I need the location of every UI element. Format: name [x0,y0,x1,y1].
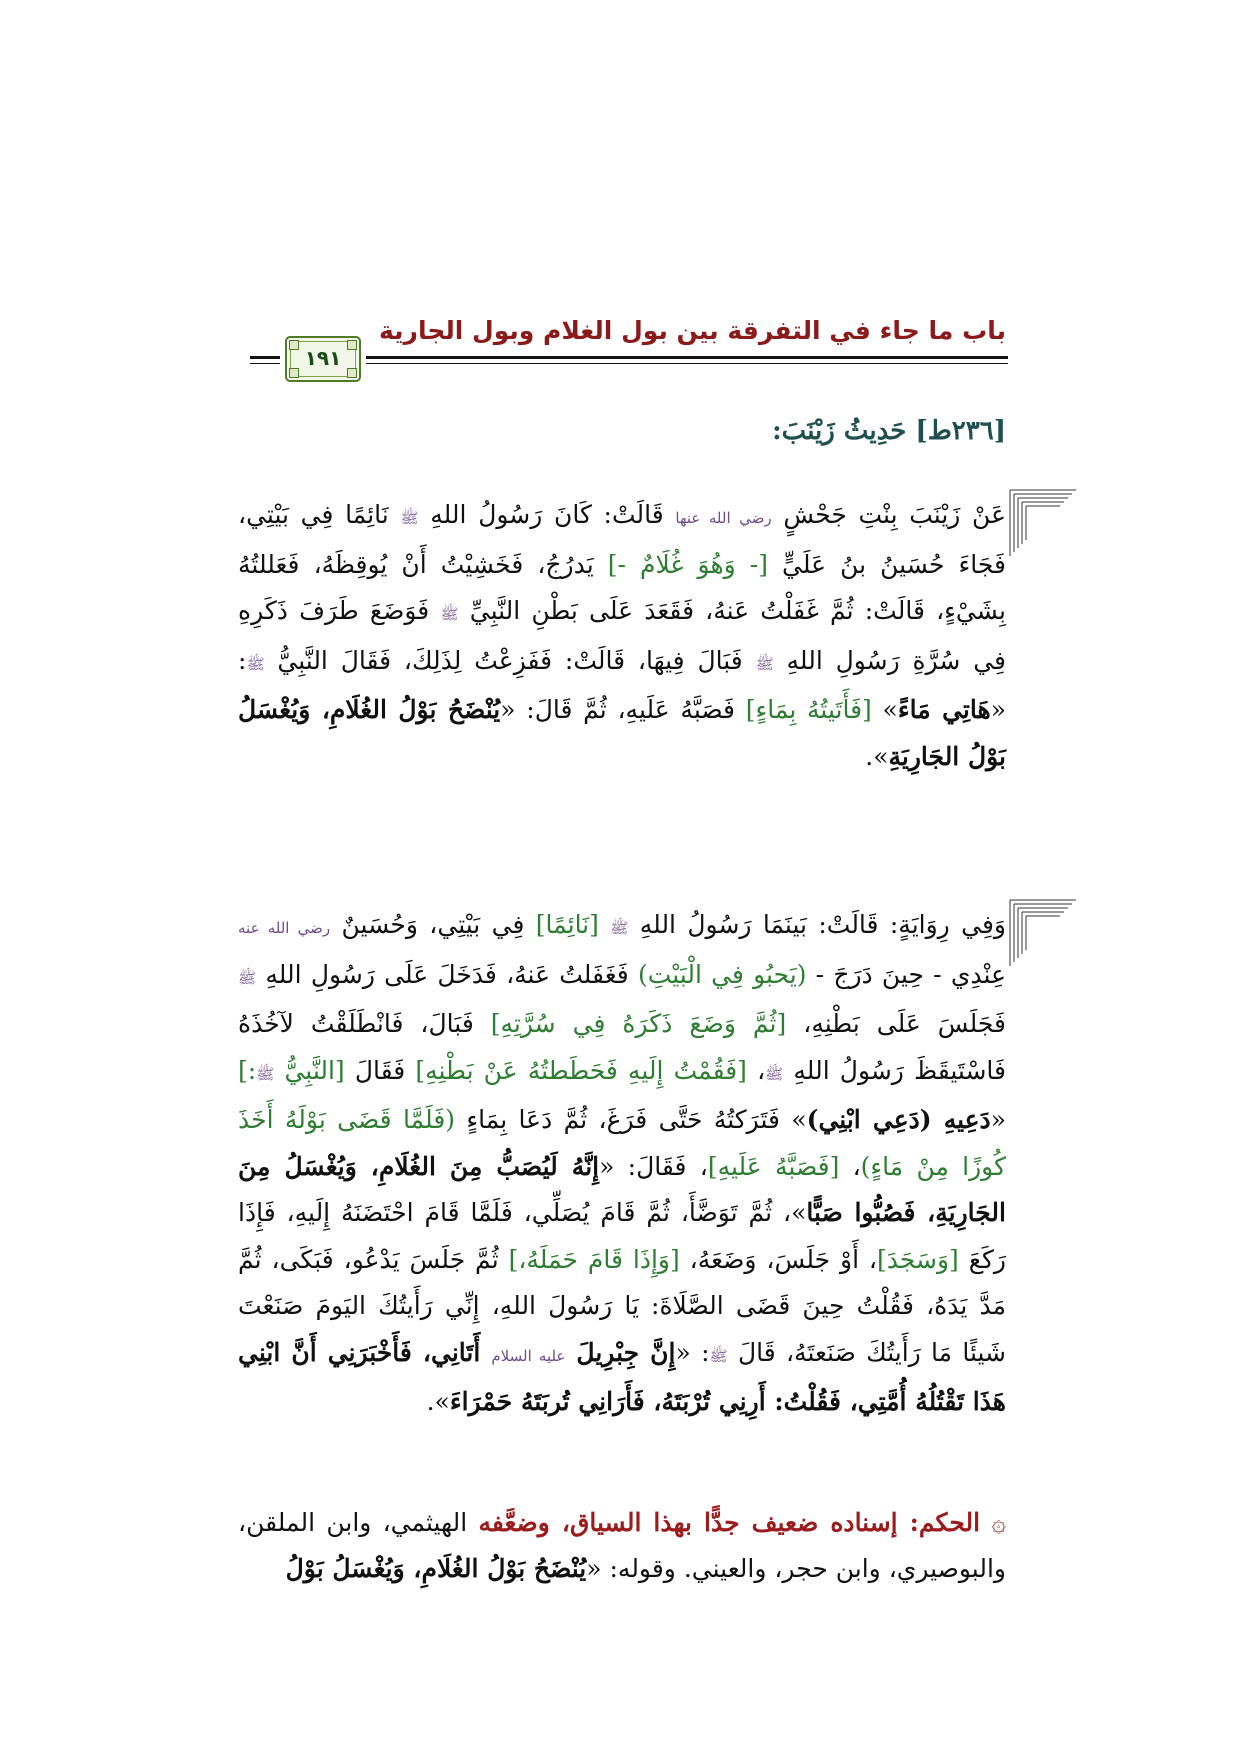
variant-text: [فَصَبَّهُ عَلَيهِ] [707,1151,840,1181]
text-segment: »، ثُمَّ تَوَضَّأَ، ثُمَّ قَامَ يُصَلِّي، فَلَمَّا قَامَ احْتَضَنَهُ إِلَيهِ، فَإِذَا رَكَعَ [238,1198,1006,1274]
variant-text: [فَأَتَيتُهُ بِمَاءٍ] [745,695,872,724]
prophet-speech: إِنَّ جِبْرِيلَ [565,1337,676,1367]
text-segment: عِنْدِي - حِينَ دَرَجَ - [806,959,1006,989]
text-segment: فَبَالَ فِيهَا، قَالَتْ: فَفَزِعْتُ لِذَلِكَ، فَقَالَ النَّبِيُّ [264,645,756,675]
text-segment: فَبَالَ، فَانْطَلَقْتُ لآخُذَهُ فَاسْتَيقَظَ رَسُولُ اللهِ [238,1009,1006,1085]
corner-ornament [1008,898,1078,968]
text-segment: ». [865,741,889,771]
text-segment: يَدرُجُ، فَخَشِيْتُ أَنْ يُوقِظَهُ، فَعَللتُهُ بِشَيْءٍ، قَالَتْ: ثُمَّ غَفَلْتُ عَنهُ، فَقَعَدَ عَلَى بَطْنِ النَّبِيِّ [238,549,1006,625]
corner-ornament [1008,488,1078,558]
honorific-saw-symbol: ﷺ [246,654,265,673]
text-segment: فَقَالَ [344,1055,416,1085]
text-segment: : « [675,1337,710,1367]
text-segment: ، [839,1151,861,1181]
page-number-frame [285,336,361,382]
page-number: ١٩١ [304,346,342,370]
text-segment: قَالَتْ: كَانَ رَسُولُ اللهِ [418,500,676,529]
text-segment: نَائِمًا فِي بَيْتِي، فَجَاءَ حُسَينُ بنُ عَلَيٍّ [238,500,1006,579]
text-segment: فَجَلَسَ عَلَى بَطْنِهِ، [786,1009,1006,1038]
text-segment: ». [426,1387,450,1416]
variant-text: [وَإِذَا قَامَ حَمَلَهُ،] [508,1244,680,1274]
text-segment: فِي بَيْتِي، وَحُسَينٌ [330,910,536,939]
honorific-saw-symbol: ﷺ [765,1064,784,1083]
honorific-saw-symbol: ﷺ [238,968,257,987]
text-segment: » فَتَرَكتُهُ حَتَّى فَرَغَ، ثُمَّ دَعَا بِمَاءٍ [455,1105,807,1134]
ruling-verdict: إسناده ضعيف جدًّا بهذا السياق، وضعَّفه [478,1508,910,1537]
text-segment: فَصَبَّهُ عَلَيهِ، ثُمَّ قَالَ: « [500,695,746,724]
variant-text: [فَقُمْتُ إِلَيهِ فَحَطَطتُهُ عَنْ بَطْنِهِ] [415,1055,747,1085]
hadith-text-paragraph [238,902,1006,1426]
text-segment: وَفِي رِوَايَةٍ: قَالَتْ: بَينَمَا رَسُولُ اللهِ [628,910,1006,939]
text-segment: ، أَوْ جَلَسَ، وَضَعَهُ، [679,1244,877,1274]
text-segment: » [871,695,898,724]
header-rule-left-thin [250,363,280,364]
variant-text: [النَّبِيُّ [274,1055,345,1085]
variant-text: [نَائِمًا] [535,910,611,939]
honorific-saw-symbol: ﷺ [709,1346,728,1365]
running-header-title: باب ما جاء في التفرقة بين بول الغلام وبول الجارية [379,316,1006,345]
honorific-ra-symbol: رضي الله عنها [675,509,772,527]
prophet-speech: يُنْضَحُ بَوْلُ الغُلَامِ، وَيُغْسَلُ بَوْلُ [285,1554,587,1583]
header-rule-left [250,356,280,359]
hadith-text-paragraph [238,492,1006,780]
ruling-paragraph [238,1500,1006,1592]
honorific-saw-symbol: ﷺ [256,1064,275,1083]
text-segment: الهيثمي، وابن الملقن، والبوصيري، وابن حجر، والعيني. وقوله: « [238,1508,1006,1583]
honorific-saw-symbol: ﷺ [755,654,774,673]
prophet-speech: هَاتِي مَاءً [897,695,991,724]
honorific-ra-symbol: رضي الله عنه [238,919,331,937]
header-rule-thin [366,363,1008,364]
text-segment: ، [746,1055,766,1085]
variant-text: [وَسَجَدَ] [877,1244,959,1274]
text-segment: « [990,1105,1006,1134]
ruling-flower-icon: ۞ [991,1508,1006,1537]
prophet-speech: دَعِيهِ (دَعِي ابْنِي) [806,1105,991,1134]
header-rule [366,356,1008,359]
honorific-saw-symbol: ﷺ [400,509,419,527]
honorific-saw-symbol: ﷺ [610,919,629,937]
prophet-speech: إِنَّهُ لَيُصَبُّ مِنَ الغُلَامِ، وَيُغْسَلُ مِنَ الجَارِيَةِ، فَصُبُّوا صَبًّا [238,1151,1006,1227]
prophet-speech: يُنْضَحُ بَوْلُ الغُلَامِ، وَيُغْسَلُ بَوْلُ الجَارِيَةِ [238,695,1006,771]
hadith-heading: [٢٣٦ط] حَدِيثُ زَيْنَبَ: [772,416,1006,446]
ruling-label: الحكم: [909,1508,981,1537]
variant-text: (يَحبُو فِي الْبَيْتِ) [637,959,807,989]
text-segment: فَغَفَلتُ عَنهُ، فَدَخَلَ عَلَى رَسُولِ اللهِ [256,959,638,989]
honorific-as-symbol: عليه السلام [491,1346,566,1365]
text-segment: ، فَقَالَ: « [599,1151,708,1181]
text-segment: : « [238,645,1006,724]
prophet-speech: أَتَانِي، فَأَخْبَرَنِي أَنَّ ابْنِي هَذَا تَقْتُلُهُ أُمَّتِي، فَقُلْتُ: أَرِنِي تُرْبَتَهُ، فَأَرَانِي تُربَتَهُ حَمْرَاءَ [238,1337,1006,1416]
text-segment: ثُمَّ جَلَسَ يَدْعُو، فَبَكَى، ثُمَّ مَدَّ يَدَهُ، فَقُلْتُ حِينَ قَضَى الصَّلَاةَ: يَا رَسُولَ اللهِ، إِنِّي رَأَيتُكَ اليَومَ صَنَعْتَ شَيئًا مَا رَأَيتُكَ صَنَعتَهُ، قَالَ [238,1244,1006,1367]
variant-text: [ثُمَّ وَضَعَ ذَكَرَهُ فِي سُرَّتِهِ] [490,1009,787,1038]
honorific-saw-symbol: ﷺ [440,605,459,623]
variant-text: [- وَهُوَ غُلَامٌ -] [607,549,768,579]
text-segment: فَوَضَعَ طَرَفَ ذَكَرِهِ فِي سُرَّةِ رَسُولِ اللهِ [238,596,1006,675]
variant-text: :] [238,1055,257,1085]
text-segment: عَنْ زَيْنَبَ بِنْتِ جَحْشٍ [771,500,1006,529]
variant-text: (فَلَمَّا قَضَى بَوْلَهُ أَخَذَ كُوزًا مِنْ مَاءٍ) [238,1105,1006,1181]
